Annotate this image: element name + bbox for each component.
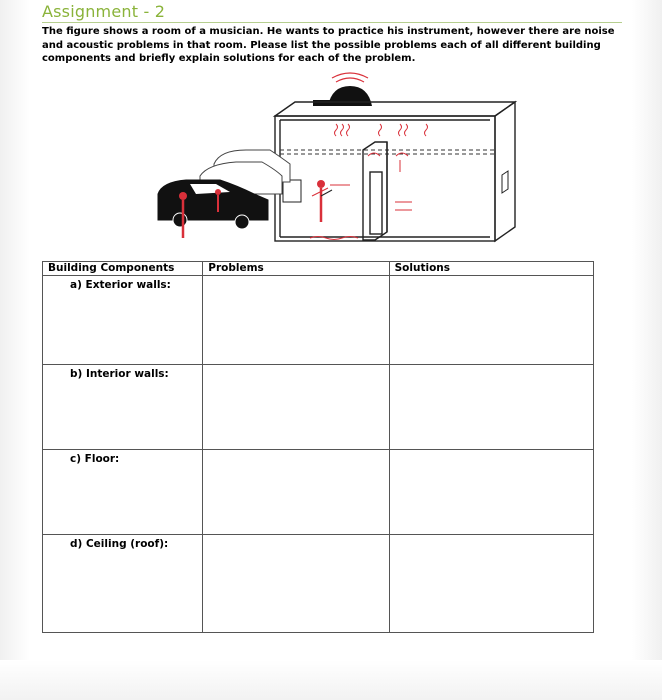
component-label: b) Interior walls: xyxy=(43,365,203,450)
problems-cell[interactable] xyxy=(203,450,389,535)
problems-cell[interactable] xyxy=(203,365,389,450)
cars-icon xyxy=(158,150,290,229)
assignment-intro: The figure shows a room of a musician. He wants to practice his instrument, however there are noise and acoustic problems in that room. Please list the possible problems each of all different building components and briefly explain solutions for each of the problem. xyxy=(42,26,615,64)
building-box xyxy=(275,102,515,241)
components-table xyxy=(42,261,594,633)
page-shadow-right xyxy=(632,0,662,700)
noise-waves xyxy=(310,124,428,240)
table-row xyxy=(43,535,594,633)
table-row xyxy=(43,276,594,365)
solutions-cell[interactable] xyxy=(389,365,593,450)
assignment-title: Assignment - 2 xyxy=(42,2,166,21)
window-left xyxy=(283,180,301,202)
window-right xyxy=(502,171,508,193)
component-label: d) Ceiling (roof): xyxy=(43,535,203,633)
problems-cell[interactable] xyxy=(203,535,389,633)
header-solutions: Solutions xyxy=(389,262,593,276)
title-divider xyxy=(42,22,622,23)
problems-cell[interactable] xyxy=(203,276,389,365)
solutions-cell[interactable] xyxy=(389,276,593,365)
solutions-cell[interactable] xyxy=(389,535,593,633)
component-label: c) Floor: xyxy=(43,450,203,535)
table-header-row xyxy=(43,262,594,276)
musician-icon xyxy=(317,180,332,222)
page-shadow-left xyxy=(0,0,30,700)
header-problems: Problems xyxy=(203,262,389,276)
table-row xyxy=(43,450,594,535)
page-shadow-bottom xyxy=(0,660,662,700)
table-row xyxy=(43,365,594,450)
interior-wall xyxy=(363,142,387,240)
room-noise-figure xyxy=(150,72,520,247)
header-components: Building Components xyxy=(43,262,203,276)
rooftop-unit-icon xyxy=(313,73,372,106)
solutions-cell[interactable] xyxy=(389,450,593,535)
component-label: a) Exterior walls: xyxy=(43,276,203,365)
